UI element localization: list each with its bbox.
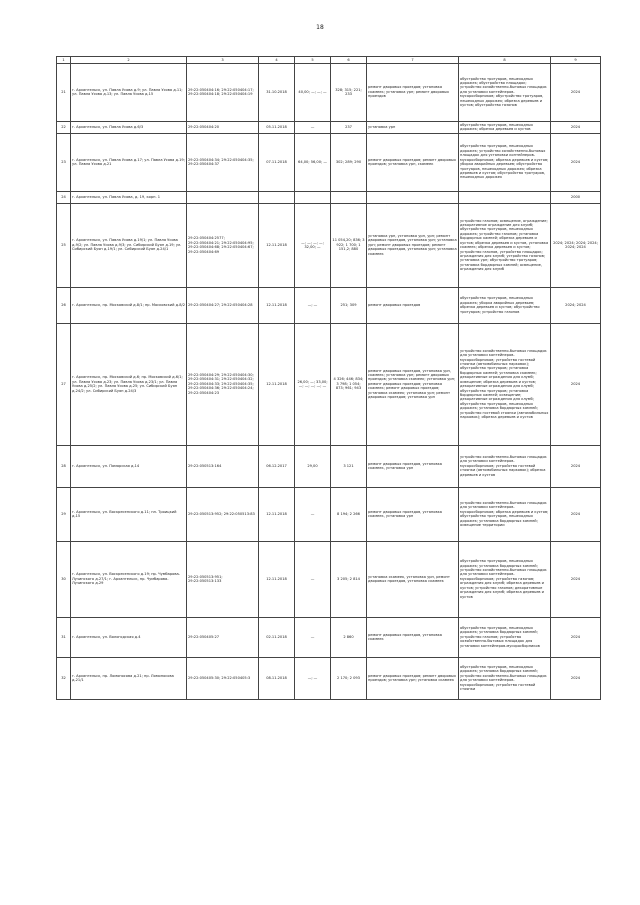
address-cell: г. Архангельск, ул. Поморская д.14 (71, 445, 187, 487)
table-row (57, 191, 601, 203)
table-row (57, 63, 601, 121)
address-cell: г. Архангельск, пр. Ломоносова д.21; пр. Ломоносова д.21/1 (71, 657, 187, 699)
year-cell: 2000 (551, 191, 601, 203)
table-row (57, 657, 601, 699)
column-header: 9 (551, 57, 601, 64)
area-prev-cell: 64,00; 56,00; — (295, 133, 331, 191)
area-cell: 251; 309 (331, 287, 367, 323)
address-cell: г. Архангельск, ул. Павла Усова д.19/1; ул. Павла Усова д.9/2; ул. Павла Усова д.9/3; ул. Сибирский Буян д.19; ул. Сибирский Буян д.19/1; ул. Сибирский Буян д.24/1 (71, 203, 187, 287)
table-row (57, 121, 601, 133)
column-header: 1 (57, 57, 71, 64)
area-cell: 302; 289; 290 (331, 133, 367, 191)
row-number: 24 (57, 191, 71, 203)
works-cell: ремонт дворовых проездов, установка скамеек, установка урн (367, 445, 459, 487)
planned-works-cell: устройство газонов; освещение, ограждение; декоративное ограждение для клумб; обустройство тротуаров, пешеходных дорожек; устройство газонов; установка бордюрных камней; обрезка деревьев и кустов; обрезка деревьев и кустов, установка скамеек; обрезка деревьев и кустов; устройство газонов, устройство площадок; ограждения для клумб; устройство газонов; установка урн; обустройство тротуаров; установка бордюрных камней; освещение, ограждения для клумб (459, 203, 551, 287)
planned-works-cell: устройство хозяйственно-бытовых площадок для установки контейнеров-мусоросборников; устройство гостевой стоянки (автомобильных парковок); обрезка деревьев и кустов (459, 445, 551, 487)
planned-works-cell: обустройство тротуаров, пешеходных дорожек; обустройство площадок; устройство хозяйственно-бытовых площадок для установки контейнеров-мусоросборников; обустройство тротуаров, пешеходных дорожек; обрезка деревьев и кустов; обустройство газонов (459, 63, 551, 121)
area-cell: 4 326; 446; 834; 3 798; 1 054; 873; 961; 943 (331, 323, 367, 445)
row-number: 32 (57, 657, 71, 699)
courtyard-registry-table (56, 56, 601, 700)
area-cell: 2 860 (331, 617, 367, 657)
area-prev-cell (295, 191, 331, 203)
address-cell: г. Архангельск, ул. Воскресенского д.19; пр. Чумбарова-Лучинского д.27/1; г. Архангельск, пр. Чумбарова-Лучинского д.29 (71, 541, 187, 617)
column-header: 2 (71, 57, 187, 64)
works-cell: ремонт дворовых проездов, установка скамеек, установка урн (367, 487, 459, 541)
row-number: 29 (57, 487, 71, 541)
address-cell: г. Архангельск, ул. Павла Усова д.17; ул. Павла Усова д.19; ул. Павла Усова д.21 (71, 133, 187, 191)
address-cell: г. Архангельск, пр. Московский д.6; пр. Московский д.6/1; ул. Павла Усова д.23; ул. Павла Усова д.23/1; ул. Павла Усова д.25/2; ул. Павла Усова д.25; ул. Сибирский Буян д.24/2; ул. Сибирский Буян д.24/3 (71, 323, 187, 445)
works-cell: ремонт дворовых проездов (367, 287, 459, 323)
date-cell: 05.11.2018 (259, 121, 295, 133)
cadastral-number-cell: 29:22:050404:16; 29:22:050404:17; 29:22:050404:18; 29:22:050404:19 (187, 63, 259, 121)
year-cell: 2024 (551, 541, 601, 617)
planned-works-cell: обустройство тротуаров, пешеходных дорожек; обрезка деревьев и кустов (459, 121, 551, 133)
date-cell: 12.11.2018 (259, 323, 295, 445)
row-number: 21 (57, 63, 71, 121)
table-row (57, 287, 601, 323)
year-cell: 2024 (551, 487, 601, 541)
date-cell: 12.11.2018 (259, 487, 295, 541)
page-number: 18 (316, 24, 324, 31)
year-cell: 2024 (551, 617, 601, 657)
works-cell: ремонт дворовых проездов, установка скамеек (367, 617, 459, 657)
column-header: 4 (259, 57, 295, 64)
area-prev-cell: — (295, 487, 331, 541)
planned-works-cell: обустройство тротуаров, пешеходных дорожек; уборка аварийных деревьев; обрезка деревьев и кустов; обустройство тротуаров; устройство газонов (459, 287, 551, 323)
year-cell: 2024 (551, 657, 601, 699)
date-cell: 12.11.2018 (259, 541, 295, 617)
year-cell: 2024 (551, 133, 601, 191)
address-cell: г. Архангельск, ул. Павла Усова д.9; ул. Павла Усова д.11; ул. Павла Усова д.13; ул. Павла Усова д.15 (71, 63, 187, 121)
column-number-row (57, 57, 601, 64)
area-prev-cell: — (295, 617, 331, 657)
planned-works-cell: устройство хозяйственно-бытовых площадок для установки контейнеров-мусоросборников; устройство гостевой стоянки (автомобильных парковок); обустройство тротуаров; установка бордюрных камней; установка скамеек; декоративные ограждения для клумб; освещение; обрезка деревьев и кустов; декоративные ограждения для клумб; обустройство тротуаров; установка бордюрных камней; освещение; декоративные ограждения для клумб; обустройство тротуаров, пешеходных дорожек; установка бордюрных камней; устройство гостевой стоянки (автомобильных парковок); обрезка деревьев и кустов (459, 323, 551, 445)
works-cell: ремонт дворовых проездов; ремонт дворовых проездов; установка урн; установка скамеек (367, 657, 459, 699)
address-cell: г. Архангельск, ул. Павла Усова д.6/3 (71, 121, 187, 133)
cadastral-number-cell: 29:22:050404:2577; 29:22:050404:21; 29:22:050404:95; 29:22:050404:68; 29:22:050404:67; 29:22:050404:69 (187, 203, 259, 287)
works-cell: установка урн (367, 121, 459, 133)
column-header: 5 (295, 57, 331, 64)
year-cell: 2024 (551, 445, 601, 487)
planned-works-cell: обустройство тротуаров, пешеходных дорожек; установка бордюрных камней; устройство хозяйственно-бытовых площадок для установки контейнеров-мусоросборников; устройство газонов; ограждения для клумб; обрезка деревьев и кустов; устройство газонов; декоративные ограждения для клумб; обрезка деревьев и кустов (459, 541, 551, 617)
area-prev-cell: 40,00; —; —; — (295, 63, 331, 121)
cadastral-number-cell: 29:22:050405:30; 29:22:050405:3 (187, 657, 259, 699)
table-row (57, 323, 601, 445)
area-prev-cell: —; — (295, 657, 331, 699)
row-number: 28 (57, 445, 71, 487)
cadastral-number-cell: 29:22:050404:34; 29:22:050404:35; 29:22:050404:37 (187, 133, 259, 191)
area-prev-cell: 26,00; —; 33,00; —; —; —; —; — (295, 323, 331, 445)
area-cell: 328; 315; 221; 233 (331, 63, 367, 121)
area-prev-cell: — (295, 121, 331, 133)
table-row (57, 487, 601, 541)
year-cell: 2024; 2024; 2024; 2024; 2024; 2024 (551, 203, 601, 287)
table-row (57, 445, 601, 487)
row-number: 22 (57, 121, 71, 133)
date-cell: 07.11.2018 (259, 133, 295, 191)
works-cell: ремонт дворовых проездов; ремонт дворовых проездов; установка урн, скамеек (367, 133, 459, 191)
planned-works-cell: обустройство тротуаров, пешеходных дорожек; установка бордюрных камней; устройство газонов; устройство хозяйственно-бытовых площадок для установки контейнеров-мусоросборников (459, 617, 551, 657)
cadastral-number-cell: 29:22:050404:20 (187, 121, 259, 133)
address-cell: г. Архангельск, пр. Московский д.8/1; пр. Московский д.8/2 (71, 287, 187, 323)
cadastral-number-cell: 29:22:050513:951; 29:22:050513:133 (187, 541, 259, 617)
planned-works-cell: обустройство тротуаров, пешеходных дорожек; устройство хозяйственно-бытовых площадок для установки контейнеров-мусоросборников; обрезка деревьев и кустов; уборка аварийных деревьев; обустройство тротуаров, пешеходных дорожек; обрезка деревьев и кустов; обустройство тротуаров, пешеходных дорожек (459, 133, 551, 191)
address-cell: г. Архангельск, ул. Вологодская д.4 (71, 617, 187, 657)
date-cell (259, 191, 295, 203)
planned-works-cell (459, 191, 551, 203)
cadastral-number-cell: 29:22:050404:27; 29:22:050404:28 (187, 287, 259, 323)
row-number: 30 (57, 541, 71, 617)
works-cell: установка урн, установка урн, урн; ремонт дворовых проездов, установка урн; установка урн; ремонт дворовых проездов; ремонт дворовых проездов, установка урн; установка скамеек (367, 203, 459, 287)
table-row (57, 541, 601, 617)
row-number: 27 (57, 323, 71, 445)
row-number: 26 (57, 287, 71, 323)
table-row (57, 133, 601, 191)
area-cell: 3 205; 2 814 (331, 541, 367, 617)
year-cell: 2024 (551, 323, 601, 445)
cadastral-number-cell: 29:22:050404:29; 29:22:050404:30; 29:22:050404:31; 29:22:050404:32; 29:22:050404:33; 29:22:050404:35; 29:22:050404:36; 29:22:050404:24; 29:22:050404:23 (187, 323, 259, 445)
table-row (57, 203, 601, 287)
column-header: 7 (367, 57, 459, 64)
year-cell: 2024; 2024 (551, 287, 601, 323)
area-cell: 3 121 (331, 445, 367, 487)
date-cell: 12.11.2018 (259, 287, 295, 323)
area-prev-cell: —; —; —; —; 32,00; — (295, 203, 331, 287)
area-cell: 2 170; 2 093 (331, 657, 367, 699)
address-cell: г. Архангельск, ул. Павла Усова, д. 19, корп. 1 (71, 191, 187, 203)
date-cell: 08.11.2018 (259, 657, 295, 699)
row-number: 25 (57, 203, 71, 287)
works-cell (367, 191, 459, 203)
date-cell: 02.11.2018 (259, 617, 295, 657)
cadastral-number-cell (187, 191, 259, 203)
area-cell: 237 (331, 121, 367, 133)
address-cell: г. Архангельск, ул. Воскресенского д.11; пл. Троицкий д.15 (71, 487, 187, 541)
works-cell: ремонт дворовых проездов, установка урн, скамеек; установка урн; ремонт дворовых проездов; установка скамеек; установка урн; ремонт дворовых проездов; установка скамеек; ремонт дворовых проездов; установка скамеек; установка урн; ремонт дворовых проездов; установка урн (367, 323, 459, 445)
works-cell: установка скамеек, установка урн, ремонт дворовых проездов, установка скамеек (367, 541, 459, 617)
area-cell: 11 054,20; 836; 3 922; 1 700; 1 151,2; 880 (331, 203, 367, 287)
area-cell (331, 191, 367, 203)
area-prev-cell: 29,00 (295, 445, 331, 487)
column-header: 6 (331, 57, 367, 64)
date-cell: 06.12.2017 (259, 445, 295, 487)
works-cell: ремонт дворовых проездов; установка скамеек; установка урн; ремонт дворовых проездов (367, 63, 459, 121)
area-prev-cell: — (295, 541, 331, 617)
cadastral-number-cell: 29:22:050513:164 (187, 445, 259, 487)
area-cell: 8 194; 2 266 (331, 487, 367, 541)
planned-works-cell: обустройство тротуаров, пешеходных дорожек; установка бордюрных камней; устройство хозяйственно-бытовых площадок для установки контейнеров-мусоросборников; устройство гостевой стоянки (459, 657, 551, 699)
column-header: 8 (459, 57, 551, 64)
area-prev-cell: —; — (295, 287, 331, 323)
planned-works-cell: устройство хозяйственно-бытовых площадок для установки контейнеров-мусоросборников; обрезка деревьев и кустов; обустройство тротуаров, пешеходных дорожек; установка бордюрных камней; освещение территории (459, 487, 551, 541)
table-body (57, 63, 601, 699)
table-row (57, 617, 601, 657)
cadastral-number-cell: 29:22:050405:27 (187, 617, 259, 657)
year-cell: 2024 (551, 121, 601, 133)
date-cell: 31.10.2018 (259, 63, 295, 121)
row-number: 23 (57, 133, 71, 191)
column-header: 3 (187, 57, 259, 64)
row-number: 31 (57, 617, 71, 657)
cadastral-number-cell: 29:22:050513:952; 29:22:050513:83 (187, 487, 259, 541)
date-cell: 12.11.2018 (259, 203, 295, 287)
year-cell: 2024 (551, 63, 601, 121)
